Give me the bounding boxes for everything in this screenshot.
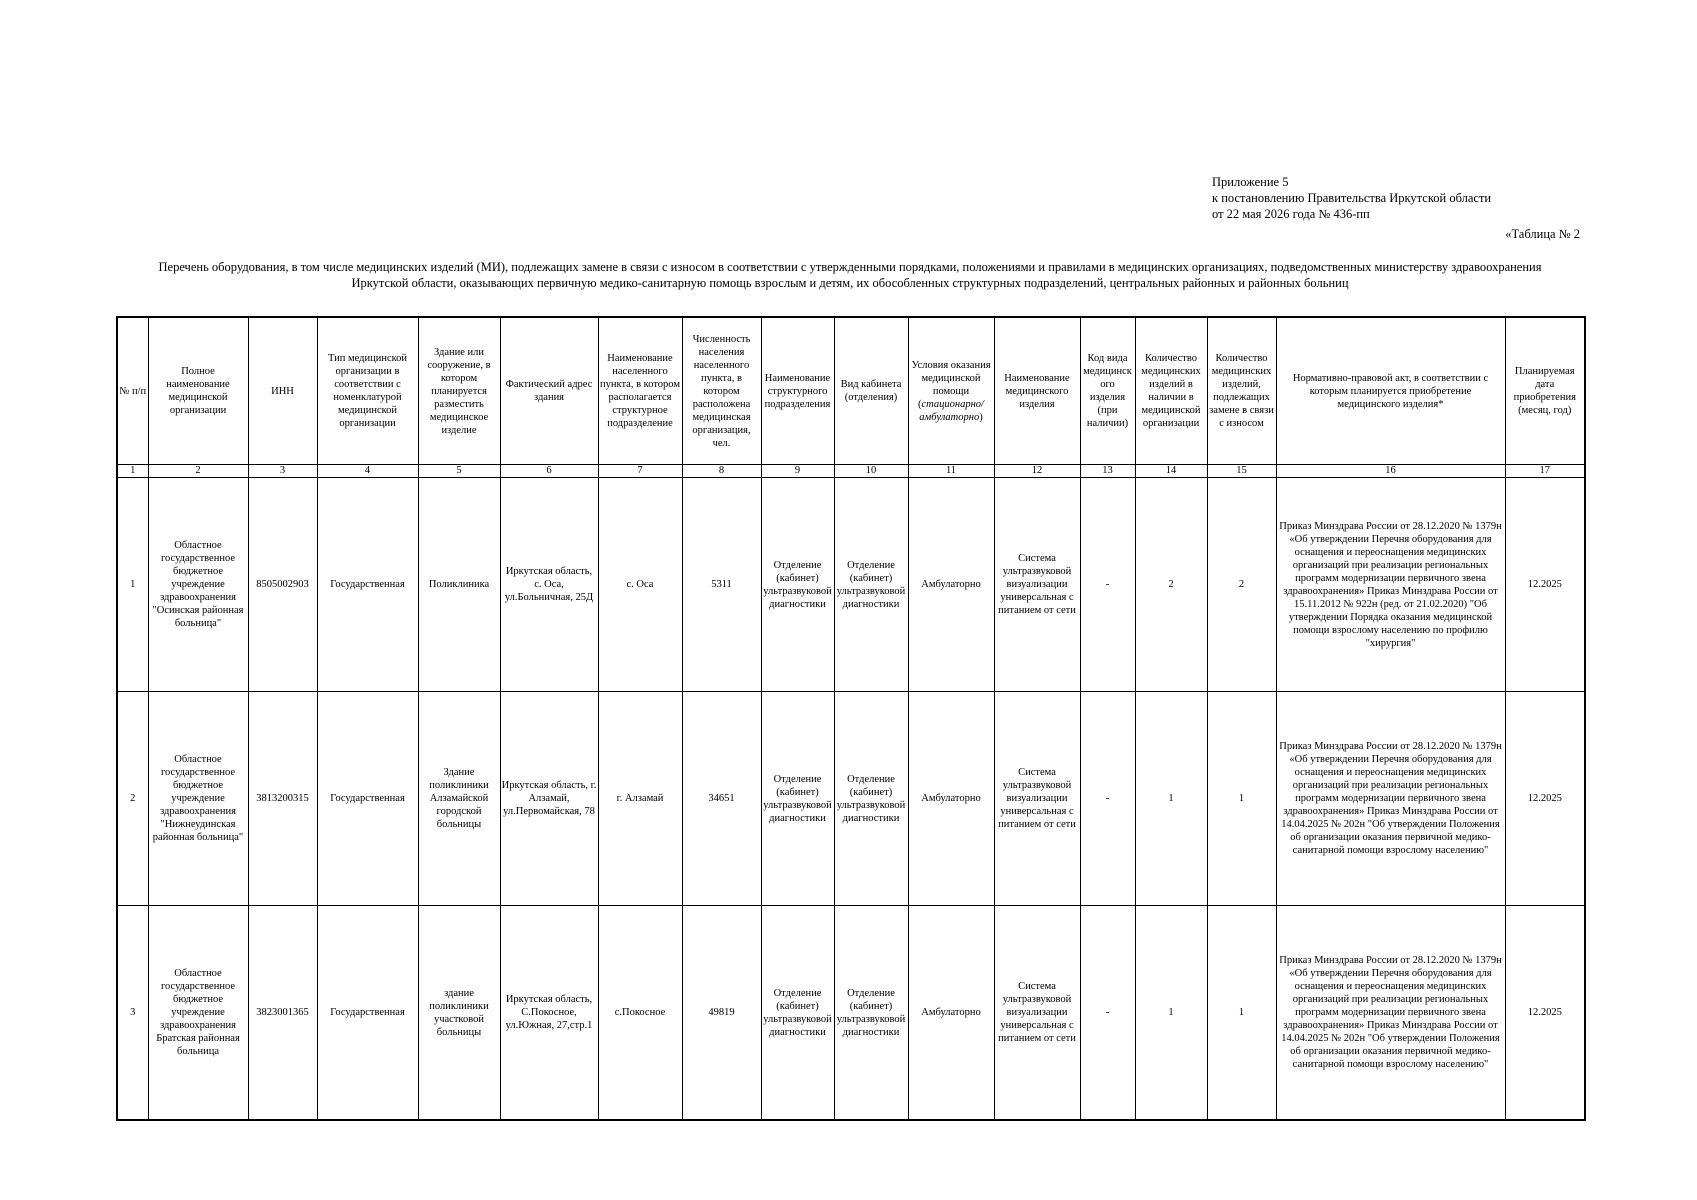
header-cell-address: Фактический адрес здания bbox=[500, 317, 598, 465]
cell-org: Областное государственное бюджетное учреждение здравоохранения "Осинская районная больница" bbox=[148, 478, 248, 692]
appendix-line-2: к постановлению Правительства Иркутской области bbox=[1212, 191, 1492, 205]
cell-population: 5311 bbox=[682, 478, 761, 692]
cell-cabinet: Отделение (кабинет) ультразвуковой диагностики bbox=[834, 478, 908, 692]
header-cell-population: Численность населения населенного пункта, в котором расположена медицинская организация, чел. bbox=[682, 317, 761, 465]
header-cell-qty-available: Количество медицинских изделий в наличии в медицинской организации bbox=[1135, 317, 1207, 465]
appendix-line-3: от 22 мая 2026 года № 436-пп bbox=[1212, 207, 1370, 221]
column-number: 14 bbox=[1135, 465, 1207, 478]
column-number-row bbox=[117, 465, 1585, 478]
header-cell-legal: Нормативно-правовой акт, в соответствии с которым планируется приобретение медицинского изделия* bbox=[1276, 317, 1505, 465]
table-label: «Таблица № 2 bbox=[1505, 227, 1580, 241]
cell-org: Областное государственное бюджетное учреждение здравоохранения Братская районная больница bbox=[148, 906, 248, 1121]
cell-num: 3 bbox=[117, 906, 148, 1121]
appendix-line-1: Приложение 5 bbox=[1212, 175, 1289, 189]
cell-conditions: Амбулаторно bbox=[908, 478, 994, 692]
cell-num: 1 bbox=[117, 478, 148, 692]
cell-qty-replace: 1 bbox=[1207, 906, 1276, 1121]
cell-conditions: Амбулаторно bbox=[908, 692, 994, 906]
header-cell-org: Полное наименование медицинской организации bbox=[148, 317, 248, 465]
column-number: 15 bbox=[1207, 465, 1276, 478]
cell-date: 12.2025 bbox=[1505, 692, 1585, 906]
table-row bbox=[117, 692, 1585, 906]
header-cell-device: Наименование медицинского изделия bbox=[994, 317, 1080, 465]
cell-code: - bbox=[1080, 906, 1135, 1121]
header-cell-date: Планируемая дата приобретения (месяц, год) bbox=[1505, 317, 1585, 465]
cell-qty-available: 2 bbox=[1135, 478, 1207, 692]
cell-locality: г. Алзамай bbox=[598, 692, 682, 906]
cell-qty-replace: 1 bbox=[1207, 692, 1276, 906]
header-cell-subdivision: Наименование структурного подразделения bbox=[761, 317, 834, 465]
cell-address: Иркутская область, с. Оса, ул.Больничная, 25Д bbox=[500, 478, 598, 692]
cell-building: здание поликлиники участковой больницы bbox=[418, 906, 500, 1121]
column-number: 6 bbox=[500, 465, 598, 478]
table-row bbox=[117, 906, 1585, 1121]
header-conditions-italic: стационарно/амбулаторно bbox=[919, 398, 984, 423]
cell-qty-replace: 2 bbox=[1207, 478, 1276, 692]
column-number: 7 bbox=[598, 465, 682, 478]
header-cell-conditions bbox=[908, 317, 994, 465]
header-cell-cabinet: Вид кабинета (отделения) bbox=[834, 317, 908, 465]
cell-date: 12.2025 bbox=[1505, 478, 1585, 692]
cell-inn: 3823001365 bbox=[248, 906, 317, 1121]
cell-subdivision: Отделение (кабинет) ультразвуковой диагностики bbox=[761, 478, 834, 692]
cell-legal: Приказ Минздрава России от 28.12.2020 № 1379н «Об утверждении Перечня оборудования для оснащения и переоснащения медицинских организаций при реализации региональных программ модернизации первичного звена здравоохранения» Приказ Минздрава России от 14.04.2025 № 202н "Об утверждении Положения об организации оказания первичной медико-санитарной помощи взрослому населению" bbox=[1276, 906, 1505, 1121]
column-number: 13 bbox=[1080, 465, 1135, 478]
header-cell-building: Здание или сооружение, в котором планируется разместить медицинское изделие bbox=[418, 317, 500, 465]
cell-population: 34651 bbox=[682, 692, 761, 906]
column-number: 8 bbox=[682, 465, 761, 478]
column-number: 5 bbox=[418, 465, 500, 478]
cell-address: Иркутская область, г. Алзамай, ул.Первомайская, 78 bbox=[500, 692, 598, 906]
cell-type: Государственная bbox=[317, 906, 418, 1121]
cell-address: Иркутская область, С.Покосное, ул.Южная, 27,стр.1 bbox=[500, 906, 598, 1121]
cell-locality: с. Оса bbox=[598, 478, 682, 692]
cell-code: - bbox=[1080, 478, 1135, 692]
document-title: Перечень оборудования, в том числе медицинских изделий (МИ), подлежащих замене в связи с износом в соответствии с утвержденными порядками, положениями и правилами в медицинских организациях, подведомственных министерству здравоохранения Иркутской области, оказывающих первичную медико-санитарную помощь взрослым и детям, их обособленных структурных подразделений, центральных районных и районных больниц bbox=[158, 260, 1542, 290]
header-conditions-text: Условия оказания медицинской помощи ( bbox=[911, 359, 991, 410]
cell-inn: 3813200315 bbox=[248, 692, 317, 906]
cell-conditions: Амбулаторно bbox=[908, 906, 994, 1121]
cell-cabinet: Отделение (кабинет) ультразвуковой диагностики bbox=[834, 692, 908, 906]
cell-legal: Приказ Минздрава России от 28.12.2020 № 1379н «Об утверждении Перечня оборудования для оснащения и переоснащения медицинских организаций при реализации региональных программ модернизации первичного звена здравоохранения» Приказ Минздрава России от 14.04.2025 № 202н "Об утверждении Положения об организации оказания первичной медико-санитарной помощи взрослому населению" bbox=[1276, 692, 1505, 906]
cell-date: 12.2025 bbox=[1505, 906, 1585, 1121]
cell-subdivision: Отделение (кабинет) ультразвуковой диагностики bbox=[761, 906, 834, 1121]
cell-cabinet: Отделение (кабинет) ультразвуковой диагностики bbox=[834, 906, 908, 1121]
cell-device: Система ультразвуковой визуализации универсальная с питанием от сети bbox=[994, 692, 1080, 906]
column-number: 1 bbox=[117, 465, 148, 478]
cell-locality: с.Покосное bbox=[598, 906, 682, 1121]
cell-population: 49819 bbox=[682, 906, 761, 1121]
column-number: 12 bbox=[994, 465, 1080, 478]
cell-building: Поликлиника bbox=[418, 478, 500, 692]
cell-num: 2 bbox=[117, 692, 148, 906]
column-number: 16 bbox=[1276, 465, 1505, 478]
header-conditions-close: ) bbox=[979, 411, 983, 423]
header-cell-qty-replace: Количество медицинских изделий, подлежащих замене в связи с износом bbox=[1207, 317, 1276, 465]
cell-legal: Приказ Минздрава России от 28.12.2020 № 1379н «Об утверждении Перечня оборудования для оснащения и переоснащения медицинских организаций при реализации региональных программ модернизации первичного звена здравоохранения» Приказ Минздрава России от 15.11.2012 № 922н (ред. от 21.02.2020) "Об утверждении Порядка оказания медицинской помощи взрослому населению по профилю "хирургия" bbox=[1276, 478, 1505, 692]
cell-code: - bbox=[1080, 692, 1135, 906]
header-cell-locality: Наименование населенного пункта, в котором располагается структурное подразделение bbox=[598, 317, 682, 465]
cell-type: Государственная bbox=[317, 478, 418, 692]
header-row bbox=[117, 317, 1585, 465]
cell-type: Государственная bbox=[317, 692, 418, 906]
cell-building: Здание поликлиники Алзамайской городской больницы bbox=[418, 692, 500, 906]
cell-org: Областное государственное бюджетное учреждение здравоохранения "Нижнеудинская районная больница" bbox=[148, 692, 248, 906]
cell-subdivision: Отделение (кабинет) ультразвуковой диагностики bbox=[761, 692, 834, 906]
column-number: 9 bbox=[761, 465, 834, 478]
table-row bbox=[117, 478, 1585, 692]
header-cell-type: Тип медицинской организации в соответствии с номенклатурой медицинской организации bbox=[317, 317, 418, 465]
cell-device: Система ультразвуковой визуализации универсальная с питанием от сети bbox=[994, 906, 1080, 1121]
header-cell-num: № п/п bbox=[117, 317, 148, 465]
cell-qty-available: 1 bbox=[1135, 692, 1207, 906]
column-number: 2 bbox=[148, 465, 248, 478]
header-cell-inn: ИНН bbox=[248, 317, 317, 465]
header-cell-code: Код вида медицинского изделия (при наличии) bbox=[1080, 317, 1135, 465]
cell-inn: 8505002903 bbox=[248, 478, 317, 692]
cell-qty-available: 1 bbox=[1135, 906, 1207, 1121]
column-number: 3 bbox=[248, 465, 317, 478]
appendix-header bbox=[1212, 174, 1491, 222]
column-number: 10 bbox=[834, 465, 908, 478]
cell-device: Система ультразвуковой визуализации универсальная с питанием от сети bbox=[994, 478, 1080, 692]
equipment-table bbox=[116, 316, 1586, 1121]
column-number: 17 bbox=[1505, 465, 1585, 478]
column-number: 4 bbox=[317, 465, 418, 478]
column-number: 11 bbox=[908, 465, 994, 478]
